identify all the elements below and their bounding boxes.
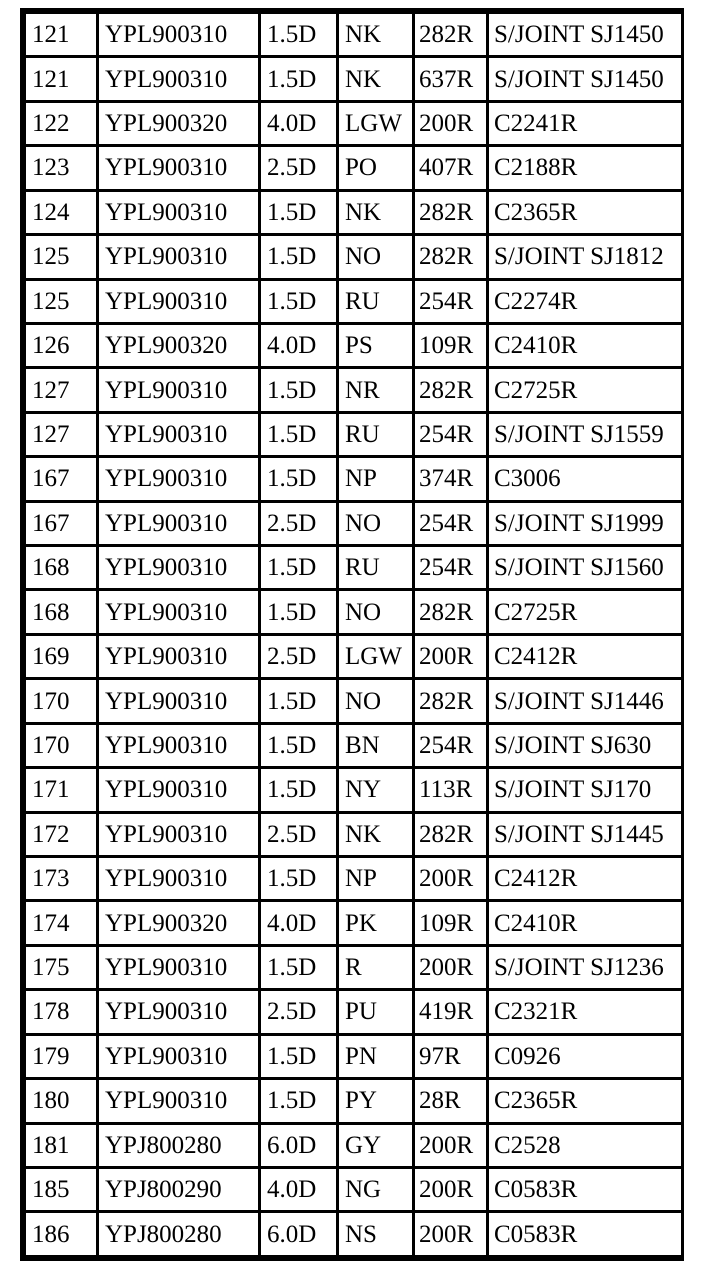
circuit-number-cell: 170 [25,679,98,723]
gauge-cell: 1.5D [260,368,338,412]
wire-part-cell: YPL900310 [98,590,260,634]
wire-part-cell: YPL900310 [98,501,260,545]
color-cell: NO [338,679,414,723]
wire-part-cell: YPL900310 [98,457,260,501]
table-row [25,1123,683,1167]
length-cell: 200R [414,1123,488,1167]
wire-part-cell: YPL900310 [98,812,260,856]
destination-cell: S/JOINT SJ1446 [488,679,683,723]
destination-cell: C2412R [488,634,683,678]
table-row [25,457,683,501]
table-row [25,812,683,856]
wire-part-cell: YPL900310 [98,768,260,812]
color-cell: NO [338,235,414,279]
destination-cell: S/JOINT SJ630 [488,723,683,767]
wire-part-cell: YPL900310 [98,412,260,456]
circuit-number-cell: 121 [25,57,98,101]
gauge-cell: 2.5D [260,990,338,1034]
color-cell: LGW [338,634,414,678]
length-cell: 200R [414,1167,488,1211]
wire-part-cell: YPL900310 [98,279,260,323]
circuit-number-cell: 186 [25,1212,98,1257]
table-row [25,990,683,1034]
destination-cell: S/JOINT SJ1236 [488,945,683,989]
gauge-cell: 2.5D [260,634,338,678]
color-cell: NP [338,857,414,901]
length-cell: 374R [414,457,488,501]
color-cell: BN [338,723,414,767]
circuit-number-cell: 168 [25,590,98,634]
gauge-cell: 2.5D [260,146,338,190]
length-cell: 254R [414,279,488,323]
wire-part-cell: YPL900320 [98,323,260,367]
length-cell: 200R [414,1212,488,1257]
circuit-number-cell: 125 [25,279,98,323]
color-cell: GY [338,1123,414,1167]
table-row [25,190,683,234]
table-row [25,634,683,678]
destination-cell: C0583R [488,1167,683,1211]
table-row [25,368,683,412]
destination-cell: S/JOINT SJ1812 [488,235,683,279]
circuit-number-cell: 127 [25,412,98,456]
length-cell: 419R [414,990,488,1034]
destination-cell: C2725R [488,590,683,634]
circuit-number-cell: 125 [25,235,98,279]
circuit-number-cell: 121 [25,13,98,57]
circuit-number-cell: 168 [25,546,98,590]
wiring-table-frame [20,8,684,1261]
color-cell: NK [338,190,414,234]
wire-part-cell: YPL900310 [98,990,260,1034]
wire-part-cell: YPL900310 [98,57,260,101]
length-cell: 113R [414,768,488,812]
destination-cell: C2365R [488,190,683,234]
table-row [25,57,683,101]
circuit-number-cell: 179 [25,1034,98,1078]
gauge-cell: 4.0D [260,901,338,945]
gauge-cell: 1.5D [260,1079,338,1123]
wire-part-cell: YPL900310 [98,146,260,190]
color-cell: R [338,945,414,989]
wire-part-cell: YPL900320 [98,101,260,145]
circuit-number-cell: 126 [25,323,98,367]
color-cell: NO [338,590,414,634]
length-cell: 282R [414,13,488,57]
circuit-number-cell: 178 [25,990,98,1034]
table-row [25,501,683,545]
table-row [25,1212,683,1257]
length-cell: 282R [414,235,488,279]
circuit-number-cell: 170 [25,723,98,767]
gauge-cell: 1.5D [260,1034,338,1078]
gauge-cell: 1.5D [260,235,338,279]
destination-cell: S/JOINT SJ170 [488,768,683,812]
length-cell: 282R [414,679,488,723]
wire-part-cell: YPL900310 [98,235,260,279]
destination-cell: C2321R [488,990,683,1034]
table-row [25,723,683,767]
color-cell: RU [338,412,414,456]
length-cell: 407R [414,146,488,190]
gauge-cell: 1.5D [260,457,338,501]
destination-cell: C2528 [488,1123,683,1167]
circuit-number-cell: 185 [25,1167,98,1211]
destination-cell: S/JOINT SJ1450 [488,13,683,57]
color-cell: PY [338,1079,414,1123]
destination-cell: C2365R [488,1079,683,1123]
destination-cell: S/JOINT SJ1450 [488,57,683,101]
gauge-cell: 1.5D [260,723,338,767]
length-cell: 97R [414,1034,488,1078]
wire-part-cell: YPL900310 [98,723,260,767]
length-cell: 282R [414,590,488,634]
table-row [25,901,683,945]
destination-cell: S/JOINT SJ1560 [488,546,683,590]
color-cell: PS [338,323,414,367]
gauge-cell: 1.5D [260,13,338,57]
gauge-cell: 1.5D [260,945,338,989]
color-cell: NY [338,768,414,812]
wire-part-cell: YPL900310 [98,1079,260,1123]
wire-part-cell: YPL900310 [98,634,260,678]
table-row [25,412,683,456]
table-row [25,235,683,279]
color-cell: NR [338,368,414,412]
destination-cell: C2188R [488,146,683,190]
length-cell: 254R [414,501,488,545]
length-cell: 28R [414,1079,488,1123]
length-cell: 200R [414,945,488,989]
wire-part-cell: YPL900310 [98,1034,260,1078]
gauge-cell: 1.5D [260,412,338,456]
destination-cell: C2241R [488,101,683,145]
gauge-cell: 4.0D [260,323,338,367]
destination-cell: C0583R [488,1212,683,1257]
gauge-cell: 1.5D [260,57,338,101]
gauge-cell: 6.0D [260,1123,338,1167]
table-row [25,13,683,57]
destination-cell: C2410R [488,901,683,945]
circuit-number-cell: 172 [25,812,98,856]
wiring-table-body [25,13,683,1257]
color-cell: PO [338,146,414,190]
destination-cell: C2274R [488,279,683,323]
color-cell: PN [338,1034,414,1078]
table-row [25,146,683,190]
length-cell: 254R [414,723,488,767]
gauge-cell: 6.0D [260,1212,338,1257]
gauge-cell: 1.5D [260,190,338,234]
circuit-number-cell: 124 [25,190,98,234]
table-row [25,768,683,812]
circuit-number-cell: 180 [25,1079,98,1123]
wire-part-cell: YPL900320 [98,901,260,945]
length-cell: 637R [414,57,488,101]
color-cell: NK [338,13,414,57]
table-row [25,101,683,145]
wire-part-cell: YPL900310 [98,190,260,234]
gauge-cell: 1.5D [260,857,338,901]
length-cell: 282R [414,190,488,234]
color-cell: NK [338,57,414,101]
table-row [25,1079,683,1123]
circuit-number-cell: 122 [25,101,98,145]
table-row [25,323,683,367]
gauge-cell: 4.0D [260,101,338,145]
length-cell: 200R [414,857,488,901]
destination-cell: C0926 [488,1034,683,1078]
table-row [25,590,683,634]
circuit-number-cell: 173 [25,857,98,901]
color-cell: PU [338,990,414,1034]
length-cell: 282R [414,368,488,412]
destination-cell: C2410R [488,323,683,367]
table-row [25,945,683,989]
wire-part-cell: YPJ800290 [98,1167,260,1211]
length-cell: 254R [414,546,488,590]
wire-part-cell: YPL900310 [98,368,260,412]
circuit-number-cell: 123 [25,146,98,190]
color-cell: NP [338,457,414,501]
circuit-number-cell: 174 [25,901,98,945]
destination-cell: S/JOINT SJ1445 [488,812,683,856]
gauge-cell: 1.5D [260,546,338,590]
length-cell: 109R [414,323,488,367]
wire-part-cell: YPJ800280 [98,1212,260,1257]
color-cell: LGW [338,101,414,145]
table-row [25,679,683,723]
gauge-cell: 1.5D [260,279,338,323]
circuit-number-cell: 167 [25,457,98,501]
wire-part-cell: YPL900310 [98,13,260,57]
wire-part-cell: YPL900310 [98,679,260,723]
circuit-number-cell: 169 [25,634,98,678]
wire-part-cell: YPJ800280 [98,1123,260,1167]
destination-cell: C2725R [488,368,683,412]
color-cell: RU [338,279,414,323]
destination-cell: C2412R [488,857,683,901]
length-cell: 109R [414,901,488,945]
circuit-number-cell: 181 [25,1123,98,1167]
table-row [25,857,683,901]
gauge-cell: 2.5D [260,501,338,545]
table-row [25,279,683,323]
table-row [25,1167,683,1211]
gauge-cell: 2.5D [260,812,338,856]
color-cell: NG [338,1167,414,1211]
wire-part-cell: YPL900310 [98,945,260,989]
gauge-cell: 1.5D [260,768,338,812]
circuit-number-cell: 127 [25,368,98,412]
circuit-number-cell: 171 [25,768,98,812]
color-cell: NK [338,812,414,856]
wire-part-cell: YPL900310 [98,546,260,590]
color-cell: PK [338,901,414,945]
wiring-table [23,11,684,1258]
length-cell: 200R [414,634,488,678]
table-row [25,1034,683,1078]
circuit-number-cell: 175 [25,945,98,989]
length-cell: 200R [414,101,488,145]
circuit-number-cell: 167 [25,501,98,545]
length-cell: 282R [414,812,488,856]
length-cell: 254R [414,412,488,456]
gauge-cell: 4.0D [260,1167,338,1211]
destination-cell: S/JOINT SJ1559 [488,412,683,456]
color-cell: NS [338,1212,414,1257]
gauge-cell: 1.5D [260,590,338,634]
gauge-cell: 1.5D [260,679,338,723]
color-cell: RU [338,546,414,590]
wire-part-cell: YPL900310 [98,857,260,901]
destination-cell: C3006 [488,457,683,501]
destination-cell: S/JOINT SJ1999 [488,501,683,545]
table-row [25,546,683,590]
color-cell: NO [338,501,414,545]
